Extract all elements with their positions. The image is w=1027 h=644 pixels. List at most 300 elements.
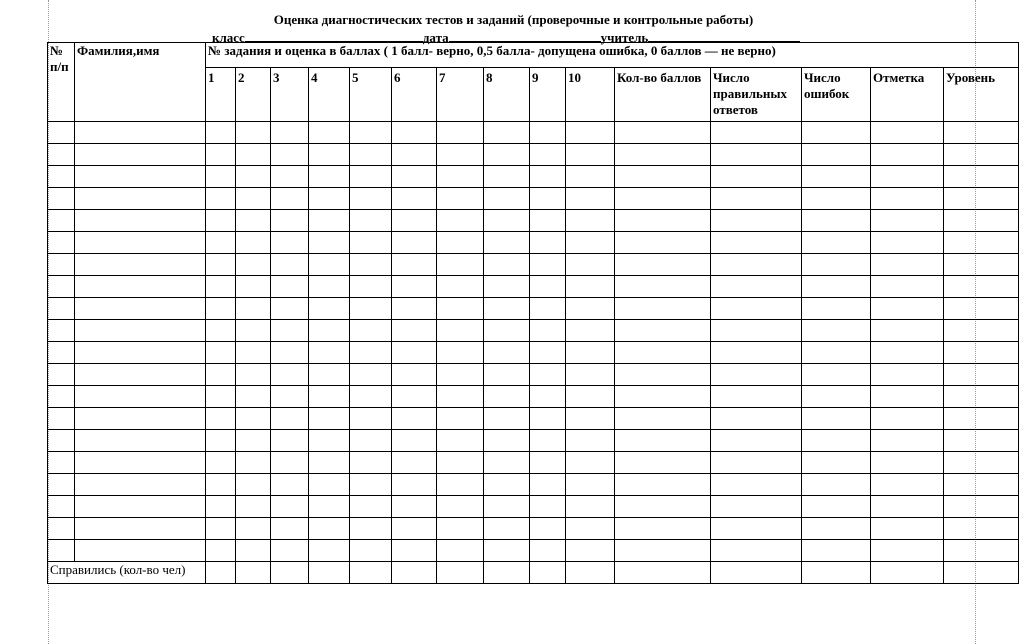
table-cell[interactable] [271, 386, 309, 408]
table-cell[interactable] [309, 210, 350, 232]
table-cell[interactable] [236, 430, 271, 452]
table-cell[interactable] [944, 320, 1019, 342]
table-cell[interactable] [75, 540, 206, 562]
table-cell[interactable] [484, 144, 530, 166]
table-cell[interactable] [871, 166, 944, 188]
table-cell[interactable] [75, 188, 206, 210]
table-cell[interactable] [75, 210, 206, 232]
table-cell[interactable] [392, 254, 437, 276]
table-cell[interactable] [871, 320, 944, 342]
table-cell[interactable] [944, 232, 1019, 254]
table-cell[interactable] [48, 320, 75, 342]
table-cell[interactable] [206, 188, 236, 210]
table-cell[interactable] [350, 408, 392, 430]
table-cell[interactable] [437, 144, 484, 166]
table-cell[interactable] [530, 276, 566, 298]
table-cell[interactable] [48, 144, 75, 166]
table-cell[interactable] [309, 298, 350, 320]
table-cell[interactable] [75, 320, 206, 342]
table-cell[interactable] [206, 386, 236, 408]
table-cell[interactable] [802, 408, 871, 430]
table-cell[interactable] [437, 430, 484, 452]
table-cell[interactable] [48, 254, 75, 276]
table-cell[interactable] [566, 276, 615, 298]
table-cell[interactable] [944, 188, 1019, 210]
table-cell[interactable] [711, 122, 802, 144]
table-cell[interactable] [75, 232, 206, 254]
table-cell[interactable] [271, 430, 309, 452]
table-cell[interactable] [350, 496, 392, 518]
table-cell[interactable] [437, 518, 484, 540]
table-cell[interactable] [206, 232, 236, 254]
table-cell[interactable] [871, 496, 944, 518]
table-cell[interactable] [350, 364, 392, 386]
table-cell[interactable] [484, 254, 530, 276]
table-cell[interactable] [615, 518, 711, 540]
table-cell[interactable] [566, 320, 615, 342]
table-cell[interactable] [615, 122, 711, 144]
table-cell[interactable] [309, 364, 350, 386]
table-cell[interactable] [350, 430, 392, 452]
table-cell[interactable] [48, 408, 75, 430]
table-cell[interactable] [566, 144, 615, 166]
table-cell[interactable] [871, 342, 944, 364]
table-cell[interactable] [711, 342, 802, 364]
table-cell[interactable] [871, 474, 944, 496]
table-cell[interactable] [530, 386, 566, 408]
table-cell[interactable] [711, 254, 802, 276]
table-cell[interactable] [871, 540, 944, 562]
table-cell[interactable] [48, 518, 75, 540]
table-cell[interactable] [566, 474, 615, 496]
table-cell[interactable] [484, 364, 530, 386]
table-cell[interactable] [206, 518, 236, 540]
table-cell[interactable] [484, 210, 530, 232]
table-cell[interactable] [615, 452, 711, 474]
table-cell[interactable] [437, 122, 484, 144]
table-cell[interactable] [206, 342, 236, 364]
table-cell[interactable] [48, 496, 75, 518]
table-cell[interactable] [206, 320, 236, 342]
table-cell[interactable] [530, 364, 566, 386]
table-cell[interactable] [236, 496, 271, 518]
table-cell[interactable] [711, 386, 802, 408]
table-cell[interactable] [802, 540, 871, 562]
table-cell[interactable] [484, 232, 530, 254]
table-cell[interactable] [944, 430, 1019, 452]
table-cell[interactable] [437, 452, 484, 474]
table-cell[interactable] [711, 452, 802, 474]
table-cell[interactable] [802, 122, 871, 144]
table-cell[interactable] [484, 122, 530, 144]
table-cell[interactable] [944, 364, 1019, 386]
table-cell[interactable] [350, 254, 392, 276]
table-cell[interactable] [530, 496, 566, 518]
table-cell[interactable] [802, 518, 871, 540]
table-cell[interactable] [615, 496, 711, 518]
table-cell[interactable] [711, 144, 802, 166]
table-cell[interactable] [236, 298, 271, 320]
table-cell[interactable] [944, 276, 1019, 298]
table-cell[interactable] [271, 320, 309, 342]
table-cell[interactable] [350, 474, 392, 496]
table-cell[interactable] [566, 408, 615, 430]
table-cell[interactable] [271, 540, 309, 562]
table-cell[interactable] [75, 408, 206, 430]
table-cell[interactable] [437, 386, 484, 408]
table-cell[interactable] [802, 276, 871, 298]
table-cell[interactable] [871, 254, 944, 276]
table-cell[interactable] [944, 496, 1019, 518]
table-cell[interactable] [484, 166, 530, 188]
table-cell[interactable] [615, 430, 711, 452]
table-cell[interactable] [944, 210, 1019, 232]
table-cell[interactable] [566, 364, 615, 386]
table-cell[interactable] [566, 518, 615, 540]
summary-cell[interactable] [566, 562, 615, 584]
table-cell[interactable] [309, 144, 350, 166]
summary-cell[interactable] [437, 562, 484, 584]
table-cell[interactable] [271, 408, 309, 430]
table-cell[interactable] [75, 342, 206, 364]
teacher-field-line[interactable] [648, 29, 800, 42]
table-cell[interactable] [871, 298, 944, 320]
summary-cell[interactable] [392, 562, 437, 584]
table-cell[interactable] [437, 496, 484, 518]
table-cell[interactable] [711, 232, 802, 254]
table-cell[interactable] [75, 254, 206, 276]
table-cell[interactable] [615, 144, 711, 166]
table-cell[interactable] [711, 276, 802, 298]
table-cell[interactable] [271, 122, 309, 144]
table-cell[interactable] [711, 408, 802, 430]
table-cell[interactable] [392, 320, 437, 342]
table-cell[interactable] [236, 210, 271, 232]
table-cell[interactable] [484, 342, 530, 364]
table-cell[interactable] [309, 540, 350, 562]
table-cell[interactable] [711, 298, 802, 320]
table-cell[interactable] [944, 408, 1019, 430]
table-cell[interactable] [802, 386, 871, 408]
summary-cell[interactable] [871, 562, 944, 584]
table-cell[interactable] [530, 144, 566, 166]
table-cell[interactable] [944, 386, 1019, 408]
table-cell[interactable] [392, 210, 437, 232]
table-cell[interactable] [802, 320, 871, 342]
table-cell[interactable] [871, 408, 944, 430]
table-cell[interactable] [236, 474, 271, 496]
table-cell[interactable] [802, 188, 871, 210]
table-cell[interactable] [615, 320, 711, 342]
table-cell[interactable] [437, 540, 484, 562]
table-cell[interactable] [350, 540, 392, 562]
table-cell[interactable] [802, 254, 871, 276]
table-cell[interactable] [530, 540, 566, 562]
table-cell[interactable] [350, 342, 392, 364]
table-cell[interactable] [206, 474, 236, 496]
table-cell[interactable] [944, 254, 1019, 276]
table-cell[interactable] [309, 188, 350, 210]
table-cell[interactable] [437, 474, 484, 496]
table-cell[interactable] [615, 364, 711, 386]
table-cell[interactable] [309, 386, 350, 408]
summary-cell[interactable] [484, 562, 530, 584]
table-cell[interactable] [206, 452, 236, 474]
table-cell[interactable] [615, 166, 711, 188]
table-cell[interactable] [484, 518, 530, 540]
table-cell[interactable] [48, 474, 75, 496]
table-cell[interactable] [309, 342, 350, 364]
table-cell[interactable] [392, 408, 437, 430]
table-cell[interactable] [206, 254, 236, 276]
table-cell[interactable] [615, 386, 711, 408]
class-field-line[interactable] [245, 29, 423, 42]
table-cell[interactable] [48, 166, 75, 188]
table-cell[interactable] [871, 364, 944, 386]
table-cell[interactable] [350, 320, 392, 342]
table-cell[interactable] [350, 210, 392, 232]
table-cell[interactable] [566, 122, 615, 144]
table-cell[interactable] [802, 342, 871, 364]
table-cell[interactable] [530, 518, 566, 540]
table-cell[interactable] [437, 232, 484, 254]
table-cell[interactable] [271, 452, 309, 474]
table-cell[interactable] [615, 342, 711, 364]
table-cell[interactable] [437, 166, 484, 188]
table-cell[interactable] [566, 188, 615, 210]
table-cell[interactable] [566, 452, 615, 474]
table-cell[interactable] [271, 298, 309, 320]
table-cell[interactable] [236, 342, 271, 364]
table-cell[interactable] [206, 298, 236, 320]
table-cell[interactable] [484, 430, 530, 452]
table-cell[interactable] [75, 518, 206, 540]
summary-cell[interactable] [236, 562, 271, 584]
table-cell[interactable] [350, 386, 392, 408]
table-cell[interactable] [530, 342, 566, 364]
table-cell[interactable] [236, 188, 271, 210]
summary-cell[interactable] [271, 562, 309, 584]
table-cell[interactable] [437, 276, 484, 298]
table-cell[interactable] [615, 298, 711, 320]
table-cell[interactable] [615, 276, 711, 298]
table-cell[interactable] [236, 276, 271, 298]
table-cell[interactable] [871, 232, 944, 254]
table-cell[interactable] [309, 496, 350, 518]
table-cell[interactable] [48, 540, 75, 562]
table-cell[interactable] [530, 232, 566, 254]
table-cell[interactable] [392, 430, 437, 452]
table-cell[interactable] [802, 298, 871, 320]
table-cell[interactable] [48, 386, 75, 408]
table-cell[interactable] [309, 518, 350, 540]
table-cell[interactable] [309, 232, 350, 254]
table-cell[interactable] [48, 188, 75, 210]
table-cell[interactable] [392, 166, 437, 188]
table-cell[interactable] [271, 210, 309, 232]
table-cell[interactable] [615, 474, 711, 496]
table-cell[interactable] [75, 166, 206, 188]
table-cell[interactable] [484, 452, 530, 474]
table-cell[interactable] [802, 452, 871, 474]
table-cell[interactable] [206, 166, 236, 188]
table-cell[interactable] [309, 122, 350, 144]
table-cell[interactable] [711, 320, 802, 342]
table-cell[interactable] [392, 298, 437, 320]
table-cell[interactable] [271, 496, 309, 518]
table-cell[interactable] [871, 144, 944, 166]
table-cell[interactable] [206, 430, 236, 452]
table-cell[interactable] [437, 298, 484, 320]
table-cell[interactable] [484, 474, 530, 496]
table-cell[interactable] [711, 540, 802, 562]
summary-cell[interactable] [615, 562, 711, 584]
table-cell[interactable] [871, 386, 944, 408]
table-cell[interactable] [48, 342, 75, 364]
table-cell[interactable] [530, 210, 566, 232]
table-cell[interactable] [236, 540, 271, 562]
table-cell[interactable] [271, 188, 309, 210]
table-cell[interactable] [75, 452, 206, 474]
table-cell[interactable] [566, 298, 615, 320]
table-cell[interactable] [236, 254, 271, 276]
table-cell[interactable] [711, 496, 802, 518]
table-cell[interactable] [48, 298, 75, 320]
table-cell[interactable] [48, 122, 75, 144]
table-cell[interactable] [437, 188, 484, 210]
table-cell[interactable] [566, 496, 615, 518]
table-cell[interactable] [566, 254, 615, 276]
table-cell[interactable] [437, 408, 484, 430]
table-cell[interactable] [944, 518, 1019, 540]
table-cell[interactable] [530, 452, 566, 474]
table-cell[interactable] [871, 452, 944, 474]
table-cell[interactable] [615, 408, 711, 430]
table-cell[interactable] [309, 166, 350, 188]
table-cell[interactable] [530, 188, 566, 210]
table-cell[interactable] [871, 122, 944, 144]
table-cell[interactable] [48, 276, 75, 298]
table-cell[interactable] [711, 166, 802, 188]
table-cell[interactable] [392, 188, 437, 210]
table-cell[interactable] [350, 122, 392, 144]
table-cell[interactable] [350, 188, 392, 210]
table-cell[interactable] [309, 320, 350, 342]
table-cell[interactable] [871, 210, 944, 232]
table-cell[interactable] [437, 320, 484, 342]
date-field-line[interactable] [449, 29, 601, 42]
table-cell[interactable] [944, 474, 1019, 496]
table-cell[interactable] [392, 342, 437, 364]
table-cell[interactable] [271, 474, 309, 496]
table-cell[interactable] [75, 386, 206, 408]
table-cell[interactable] [711, 474, 802, 496]
table-cell[interactable] [711, 188, 802, 210]
summary-cell[interactable] [944, 562, 1019, 584]
table-cell[interactable] [75, 144, 206, 166]
table-cell[interactable] [206, 408, 236, 430]
table-cell[interactable] [711, 518, 802, 540]
table-cell[interactable] [711, 210, 802, 232]
table-cell[interactable] [271, 342, 309, 364]
table-cell[interactable] [350, 298, 392, 320]
table-cell[interactable] [236, 320, 271, 342]
table-cell[interactable] [944, 452, 1019, 474]
table-cell[interactable] [944, 122, 1019, 144]
table-cell[interactable] [392, 122, 437, 144]
table-cell[interactable] [236, 518, 271, 540]
table-cell[interactable] [309, 474, 350, 496]
table-cell[interactable] [530, 430, 566, 452]
table-cell[interactable] [484, 188, 530, 210]
table-cell[interactable] [615, 210, 711, 232]
table-cell[interactable] [802, 232, 871, 254]
table-cell[interactable] [75, 298, 206, 320]
table-cell[interactable] [206, 540, 236, 562]
table-cell[interactable] [206, 496, 236, 518]
table-cell[interactable] [530, 408, 566, 430]
table-cell[interactable] [802, 144, 871, 166]
table-cell[interactable] [437, 254, 484, 276]
table-cell[interactable] [236, 386, 271, 408]
table-cell[interactable] [392, 452, 437, 474]
table-cell[interactable] [236, 408, 271, 430]
summary-cell[interactable] [802, 562, 871, 584]
table-cell[interactable] [309, 408, 350, 430]
table-cell[interactable] [236, 144, 271, 166]
table-cell[interactable] [802, 474, 871, 496]
table-cell[interactable] [271, 254, 309, 276]
table-cell[interactable] [484, 298, 530, 320]
table-cell[interactable] [566, 430, 615, 452]
table-cell[interactable] [530, 474, 566, 496]
table-cell[interactable] [530, 166, 566, 188]
table-cell[interactable] [944, 166, 1019, 188]
table-cell[interactable] [206, 122, 236, 144]
table-cell[interactable] [392, 276, 437, 298]
table-cell[interactable] [615, 540, 711, 562]
summary-cell[interactable] [206, 562, 236, 584]
table-cell[interactable] [236, 232, 271, 254]
table-cell[interactable] [944, 298, 1019, 320]
table-cell[interactable] [530, 320, 566, 342]
table-cell[interactable] [944, 144, 1019, 166]
table-cell[interactable] [615, 232, 711, 254]
summary-cell[interactable] [350, 562, 392, 584]
table-cell[interactable] [802, 166, 871, 188]
table-cell[interactable] [75, 474, 206, 496]
table-cell[interactable] [437, 364, 484, 386]
table-cell[interactable] [484, 276, 530, 298]
table-cell[interactable] [309, 254, 350, 276]
table-cell[interactable] [711, 430, 802, 452]
table-cell[interactable] [271, 276, 309, 298]
table-cell[interactable] [392, 232, 437, 254]
table-cell[interactable] [392, 364, 437, 386]
table-cell[interactable] [566, 540, 615, 562]
table-cell[interactable] [350, 232, 392, 254]
table-cell[interactable] [350, 276, 392, 298]
table-cell[interactable] [271, 166, 309, 188]
table-cell[interactable] [392, 144, 437, 166]
table-cell[interactable] [48, 452, 75, 474]
table-cell[interactable] [566, 166, 615, 188]
table-cell[interactable] [437, 342, 484, 364]
table-cell[interactable] [392, 474, 437, 496]
table-cell[interactable] [871, 518, 944, 540]
table-cell[interactable] [615, 188, 711, 210]
table-cell[interactable] [392, 386, 437, 408]
